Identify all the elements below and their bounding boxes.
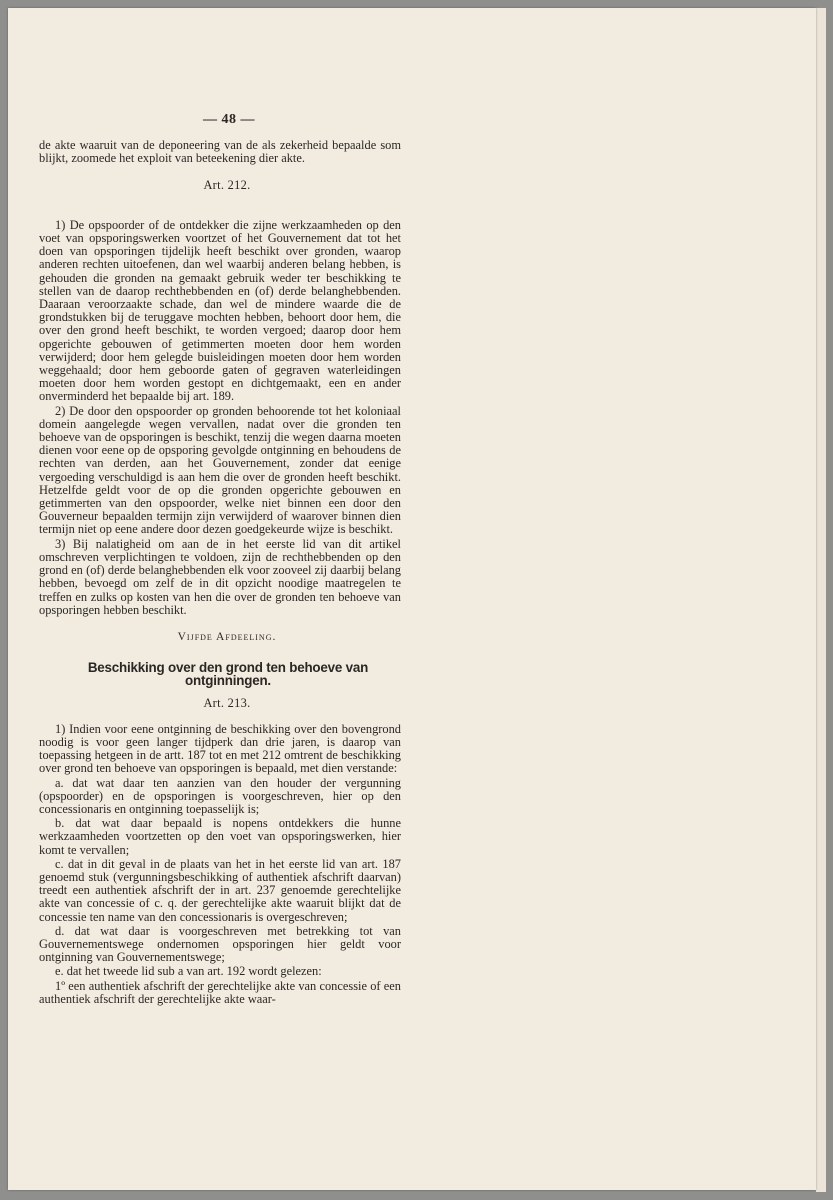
text-column (39, 113, 401, 1006)
article-213-heading: Art. 213. (203, 695, 251, 710)
article-212-heading: Art. 212. (203, 177, 251, 192)
article-213-item-e: e. dat het tweede lid sub a van art. 192 wordt gelezen: (55, 964, 322, 979)
article-213-paragraph-1: 1) Indien voor eene ontginning de beschikking over den bovengrond noodig is voor geen langer tijdperk dan drie jaren, is daarop van toepassing hetgeen in de artt. 187 tot en met 212 omtrent de beschikking over grond ten behoeve van opsporingen is bepaald, met dien verstande: (39, 721, 401, 776)
sheet-edge (816, 8, 826, 1192)
article-212-paragraph-1: 1) De opspoorder of de ontdekker die zijne werkzaamheden op den voet van opsporingswerken voortzet of het Gouvernement dat tot het doen van opsporingen tijdelijk heeft beschikt over gronden, waarop anderen rechten uitoefenen, dan wel waarbij anderen belang hebben, is gehouden die gronden na gemaakt gebruik weder ter beschikking te stellen van de daarop rechthebbenden en (of) derde belanghebbenden. Daaraan veroorzaakte schade, dan wel de mindere waarde die de grondstukken bij de teruggave mochten hebben, behoort door hem, die over den grond heeft beschikt, te worden vergoed; daarop door hem opgerichte gebouwen of getimmerten moeten door hem worden verwijderd; door hem gelegde buisleidingen moeten door hem worden weggehaald; door hem geboorde gaten of gegraven waterleidingen moeten door hem worden gestopt en dichtgemaakt, een en ander onverminderd het bepaalde bij art. 189. (39, 217, 401, 404)
section-label: Vijfde Afdeeling. (177, 630, 277, 643)
page-number: — 48 — (203, 112, 255, 127)
article-213-item-b: b. dat wat daar bepaald is nopens ontdekkers die hunne werkzaamheden voortzetten op den voet van opsporingswerken, hier komt te vervallen; (39, 816, 401, 857)
article-213-item-c: c. dat in dit geval in de plaats van het in het eerste lid van art. 187 genoemd stuk (vergunningsbeschikking of authentiek afschrift daarvan) treedt een authentiek afschrift der in art. 237 genoemde gerechtelijke akte van concessie of c. q. der gerechtelijke akte waaruit blijkt dat de concessie ten name van den concessionaris is overgeschreven; (39, 856, 401, 924)
article-212-paragraph-2: 2) De door den opspoorder op gronden behoorende tot het koloniaal domein aangelegde wegen vervallen, nadat over die gronden ten behoeve van de opsporingen is beschikt, tenzij die wegen daarna moeten dienen voor eene op de opsporing gevolgde ontginning en behoudens de rechten van derden, aan het Gouvernement, zonder dat eenige vergoeding verschuldigd is aan hem die over de gronden heeft beschikt. Hetzelfde geldt voor de op die gronden opgerichte gebouwen en getimmerten van den opspoorder, welke niet binnen een door den Gouverneur bepaalden termijn zijn verwijderd of waarover binnen dien termijn niet op eene andere door dezen goedgekeurde wijze is beschikt. (39, 403, 401, 537)
section-title: Beschikking over den grond ten behoeve van ontginningen. (87, 660, 369, 689)
intro-paragraph: de akte waaruit van de deponeering van de als zekerheid bepaalde som blijkt, zoomede het exploit van beteekening dier akte. (39, 138, 401, 166)
article-212-paragraph-3: 3) Bij nalatigheid om aan de in het eerste lid van dit artikel omschreven verplichtingen te voldoen, zijn de rechthebbenden op den grond en (of) derde belanghebbenden elk voor zooveel zij daarbij belang hebben, bevoegd om zelf de in dit opzicht noodige maatregelen te treffen en zulks op kosten van hen die over de gronden ten behoeve van opsporingen hebben beschikt. (39, 536, 401, 617)
article-213-item-e-1: 1º een authentiek afschrift der gerechtelijke akte van concessie of een authentiek afschrift der gerechtelijke akte waar- (39, 978, 401, 1006)
article-213-item-d: d. dat wat daar is voorgeschreven met betrekking tot van Gouvernementswege ondernomen opsporingen hier geldt voor ontginning van Gouvernementswege; (39, 923, 401, 965)
article-213-item-a: a. dat wat daar ten aanzien van den houder der vergunning (opspoorder) en de opsporingen is voorgeschreven, hier op den concessionaris en ontginning toepasselijk is; (39, 775, 401, 816)
